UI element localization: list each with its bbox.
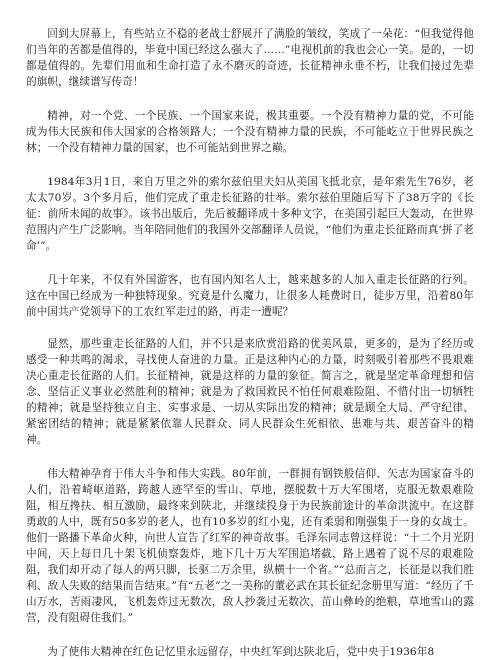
- paragraph-1: 回到大屏幕上，有些站立不稳的老战士舒展开了满脸的皱纹，笑成了一朵花：“但我觉得他们当年的苦都是值得的，毕竟中国已经这么强大了……”电视机前的我也会心一笑。是的，一切都是值得的。先辈们用血和生命打造了永不磨灭的奇迹，长征精神永垂不朽，让我们接过先辈的旗帜，继续谱写传奇！: [26, 28, 474, 88]
- paragraph-7: 为了使伟大精神在红色记忆里永远留存，中央红军到达陕北后，党中央于1936年8: [47, 646, 435, 658]
- paragraph-5: 显然，那些重走长征路的人们，并不只是来欣赏沿路的优美风景，更多的，是为了经历或感受一种共鸣的渴求，寻找使人奋进的力量。正是这种内心的力量，时刻吸引着那些不畏艰难决心重走长征路的人们。长征精神，就是这样的力量的象征。简言之，就是坚定革命理想和信念、坚信正义事业必然胜利的精神；就是为了救国救民不怕任何艰难险阻、不惜付出一切牺牲的精神；就是坚持独立自主、实事求是、一切从实际出发的精神；就是顾全大局、严守纪律、紧密团结的精神；就是紧紧依靠人民群众、同人民群众生死相依、患难与共、艰苦奋斗的精神。: [26, 338, 474, 446]
- paragraph-4: 几十年来，不仅有外国游客，也有国内知名人士，越来越多的人加入重走长征路的行列。这在中国已经成为一种独特现象。究竟是什么魔力，让很多人耗费时日，徒步万里，沿着80年前中国共产党领导下的工农红军走过的路，再走一遭呢？: [26, 274, 474, 318]
- paragraph-2: 精神，对一个党、一个民族、一个国家来说，极其重要。一个没有精神力量的党，不可能成为伟大民族和伟大国家的合格领路人；一个没有精神力量的民族，不可能屹立于世界民族之林；一个没有精神力量的国家，也不可能站到世界之巅。: [26, 110, 474, 154]
- paragraph-6: 伟大精神孕育于伟大斗争和伟大实践。80年前，一群拥有钢铁般信仰、矢志为国家奋斗的人们，沿着崎岖道路，跨越人迹罕至的雪山、草地，摆脱数十万大军围堵，克服无数艰难险阻，相互搀扶、相互激励，最终来到陕北，并继续投身于为民族前途计的革命洪流中。在这群勇敢的人中，既有50多岁的老人，也有10多岁的红小鬼，还有柔弱和刚强集于一身的女战士。他们一路播下革命火种，向世人宣告了红军的神奇故事。毛泽东同志曾这样说：“十二个月光阴中间，天上每日几十架飞机侦察轰炸，地下几十万大军围追堵截，路上遇着了说不尽的艰难险阻，我们却开动了每人的两只脚，长驱二万余里，纵横十一个省。”“总而言之，长征是以我们胜利、敌人失败的结果而告结束。”有“五老”之一美称的董必武在其长征纪念册里写道：“经历了千山万水，苦雨凄风，飞机轰炸过无数次，敌人抄袭过无数次，苗山彝岭的绝粮，草地雪山的露营，没有阻碍住我们。”: [26, 468, 474, 624]
- paragraph-3: 1984年3月1日，来自万里之外的索尔兹伯里夫妇从美国飞抵北京，是年索先生76岁，老太太70岁。3个多月后，他们完成了重走长征路的壮举。索尔兹伯里随后写下了38万字的《长征：前所未闻的故事》。该书出版后，先后被翻译成十多种文字，在美国引起巨大轰动，在世界范围内产生广泛影响。当年陪同他们的我国外交部翻译人员说，“他们为重走长征路而真‘拼了老命’”。: [26, 176, 474, 252]
